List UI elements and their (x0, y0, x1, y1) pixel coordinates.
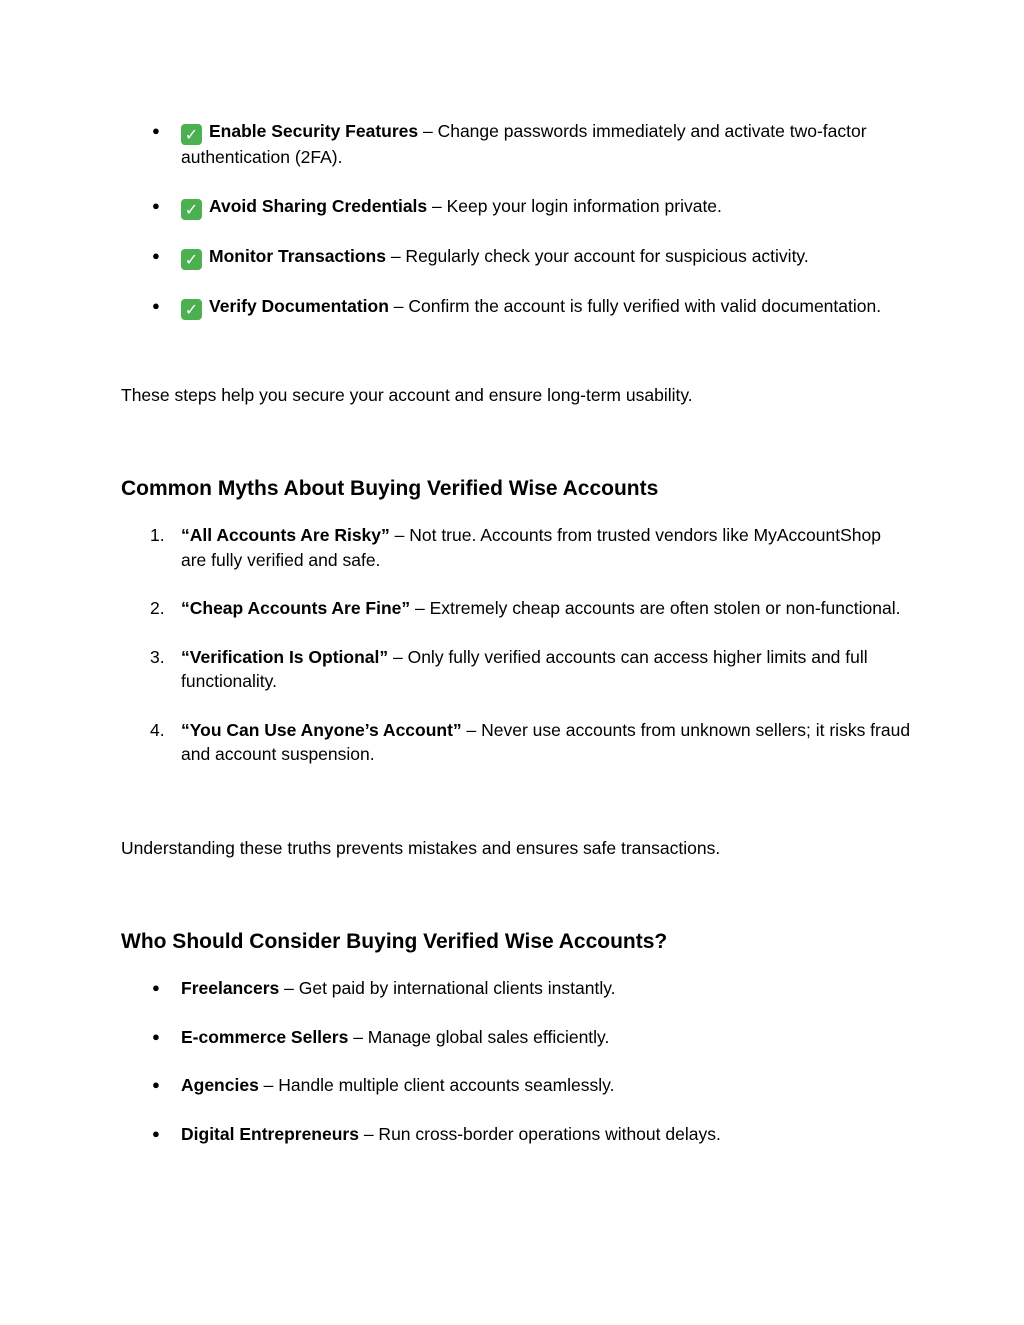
list-item-title: Avoid Sharing Credentials (209, 195, 428, 216)
list-number: 4. (150, 719, 165, 740)
list-item (121, 294, 911, 320)
myths-heading: Common Myths About Buying Verified Wise Accounts (121, 477, 659, 500)
list-item-title: E-commerce Sellers (181, 1026, 349, 1047)
list-item-title: Digital Entrepreneurs (181, 1123, 359, 1144)
security-checklist (121, 119, 911, 344)
list-item-text: – Get paid by international clients instantly. (279, 978, 616, 998)
list-item-text: – Regularly check your account for suspicious activity. (385, 245, 809, 266)
list-item-title: “You Can Use Anyone’s Account” (181, 719, 462, 740)
list-item-title: “Cheap Accounts Are Fine” (181, 598, 411, 618)
list-item (121, 194, 911, 220)
bullet-icon: ● (152, 980, 160, 995)
white-check-mark-icon: ✓ (181, 249, 202, 270)
white-check-mark-icon: ✓ (181, 124, 202, 145)
list-item (121, 1122, 911, 1147)
list-item-text: – Keep your login information private. (427, 195, 722, 216)
list-item-text: – Confirm the account is fully verified with valid documentation. (388, 295, 882, 316)
bullet-icon: ● (152, 297, 160, 313)
list-item-text: – Change passwords immediately and activate two-factor authentication (2FA). (181, 121, 867, 167)
list-item-title: Monitor Transactions (209, 245, 386, 266)
list-item-title: “Verification Is Optional” (181, 646, 389, 667)
list-item (121, 718, 911, 767)
list-item-text: – Handle multiple client accounts seamlessly. (258, 1075, 615, 1095)
list-item-title: Enable Security Features (209, 121, 419, 141)
list-item-text: – Never use accounts from unknown sellers; it risks fraud and account suspension. (181, 719, 911, 764)
white-check-mark-icon: ✓ (181, 199, 202, 220)
list-item-text: – Run cross-border operations without delays. (358, 1123, 721, 1144)
list-number: 3. (150, 646, 165, 667)
myths-summary: Understanding these truths prevents mistakes and ensures safe transactions. (121, 838, 721, 858)
list-item (121, 119, 911, 170)
list-item (121, 1025, 911, 1050)
bullet-icon: ● (152, 123, 160, 138)
list-item-text: – Extremely cheap accounts are often stolen or non-functional. (410, 598, 901, 618)
security-summary: These steps help you secure your account and ensure long-term usability. (121, 385, 693, 405)
list-item (121, 596, 911, 621)
list-number: 2. (150, 598, 165, 618)
list-item (121, 645, 911, 694)
list-item (121, 523, 911, 572)
list-item-text: – Not true. Accounts from trusted vendors like MyAccountShop are fully verified and safe. (181, 525, 881, 570)
list-item (121, 1073, 911, 1098)
bullet-icon: ● (152, 1077, 160, 1092)
list-item (121, 976, 911, 1001)
list-item-title: Verify Documentation (209, 295, 389, 316)
list-item-title: “All Accounts Are Risky” (181, 525, 390, 545)
list-item-title: Freelancers (181, 978, 280, 998)
myths-list (121, 523, 911, 791)
bullet-icon: ● (152, 197, 160, 213)
list-item-text: – Only fully verified accounts can access higher limits and full functionality. (181, 646, 868, 691)
list-item (121, 244, 911, 270)
bullet-icon: ● (152, 1028, 160, 1044)
list-item-title: Agencies (181, 1075, 259, 1095)
list-number: 1. (150, 525, 165, 545)
white-check-mark-icon: ✓ (181, 299, 202, 320)
bullet-icon: ● (152, 1125, 160, 1141)
audience-list (121, 976, 911, 1170)
bullet-icon: ● (152, 247, 160, 263)
list-item-text: – Manage global sales efficiently. (348, 1026, 610, 1047)
audience-heading: Who Should Consider Buying Verified Wise Accounts? (121, 930, 668, 953)
